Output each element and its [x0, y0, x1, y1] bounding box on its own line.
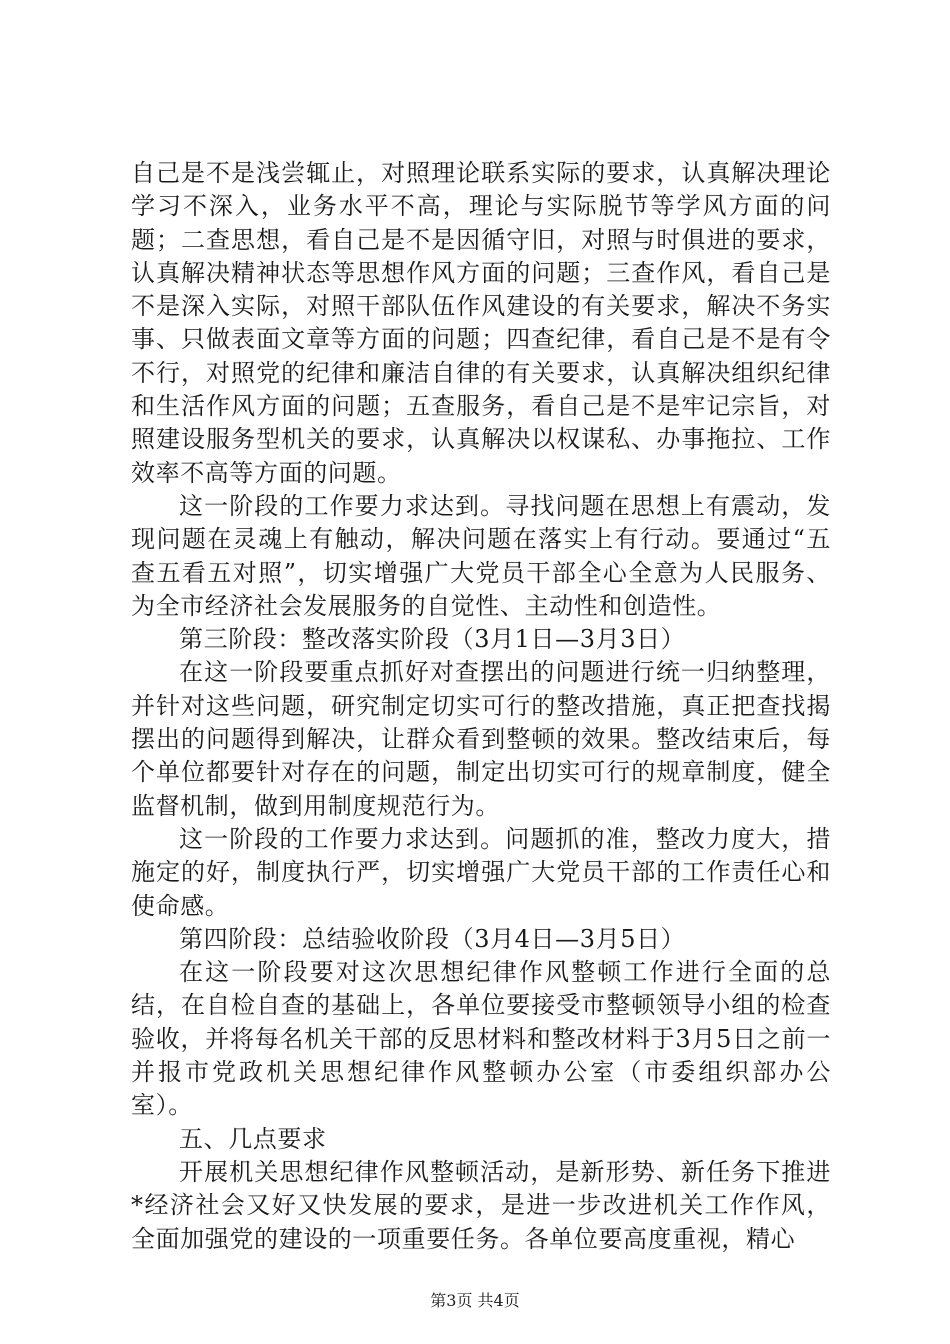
paragraph: 开展机关思想纪律作风整顿活动，是新形势、新任务下推进*经济社会又好又快发展的要求，是进一步改进机关工作作风，全面加强党的建设的一项重要任务。各单位要高度重视，精心: [131, 1157, 831, 1253]
paragraph: 这一阶段的工作要力求达到。寻找问题在思想上有震动，发现问题在灵魂上有触动，解决问题在落实上有行动。要通过“五查五看五对照”，切实增强广大党员干部全心全意为人民服务、为全市经济社会发展服务的自觉性、主动性和创造性。: [131, 491, 831, 620]
paragraph: 在这一阶段要对这次思想纪律作风整顿工作进行全面的总结，在自检自查的基础上，各单位要接受市整顿领导小组的检查验收，并将每名机关干部的反思材料和整改材料于3月5日之前一并报市党政机关思想纪律作风整顿办公室（市委组织部办公室）。: [131, 958, 831, 1120]
page-number-footer: 第3页 共4页: [430, 1291, 520, 1310]
section-heading: 五、几点要求: [179, 1124, 327, 1153]
paragraph-continuation: 自己是不是浅尝辄止，对照理论联系实际的要求，认真解决理论学习不深入，业务水平不高，理论与实际脱节等学风方面的问题；二查思想，看自己是不是因循守旧，对照与时俱进的要求，认真解决精神状态等思想作风方面的问题；三查作风，看自己是不是深入实际，对照干部队伍作风建设的有关要求，解决不务实事、只做表面文章等方面的问题；四查纪律，看自己是不是有令不行，对照党的纪律和廉洁自律的有关要求，认真解决组织纪律和生活作风方面的问题；五查服务，看自己是不是牢记宗旨，对照建设服务型机关的要求，认真解决以权谋私、办事拖拉、工作效率不高等方面的问题。: [131, 159, 831, 487]
section-heading: 第三阶段：整改落实阶段（3月1日—3月3日）: [179, 625, 686, 654]
document-body: [131, 157, 831, 1256]
paragraph: 这一阶段的工作要力求达到。问题抓的准，整改力度大，措施定的好，制度执行严，切实增强广大党员干部的工作责任心和使命感。: [131, 824, 831, 920]
paragraph: 在这一阶段要重点抓好对查摆出的问题进行统一归纳整理，并针对这些问题，研究制定切实可行的整改措施，真正把查找揭摆出的问题得到解决，让群众看到整顿的效果。整改结束后，每个单位都要针对存在的问题，制定出切实可行的规章制度，健全监督机制，做到用制度规范行为。: [131, 658, 831, 820]
section-heading: 第四阶段：总结验收阶段（3月4日—3月5日）: [179, 924, 686, 953]
